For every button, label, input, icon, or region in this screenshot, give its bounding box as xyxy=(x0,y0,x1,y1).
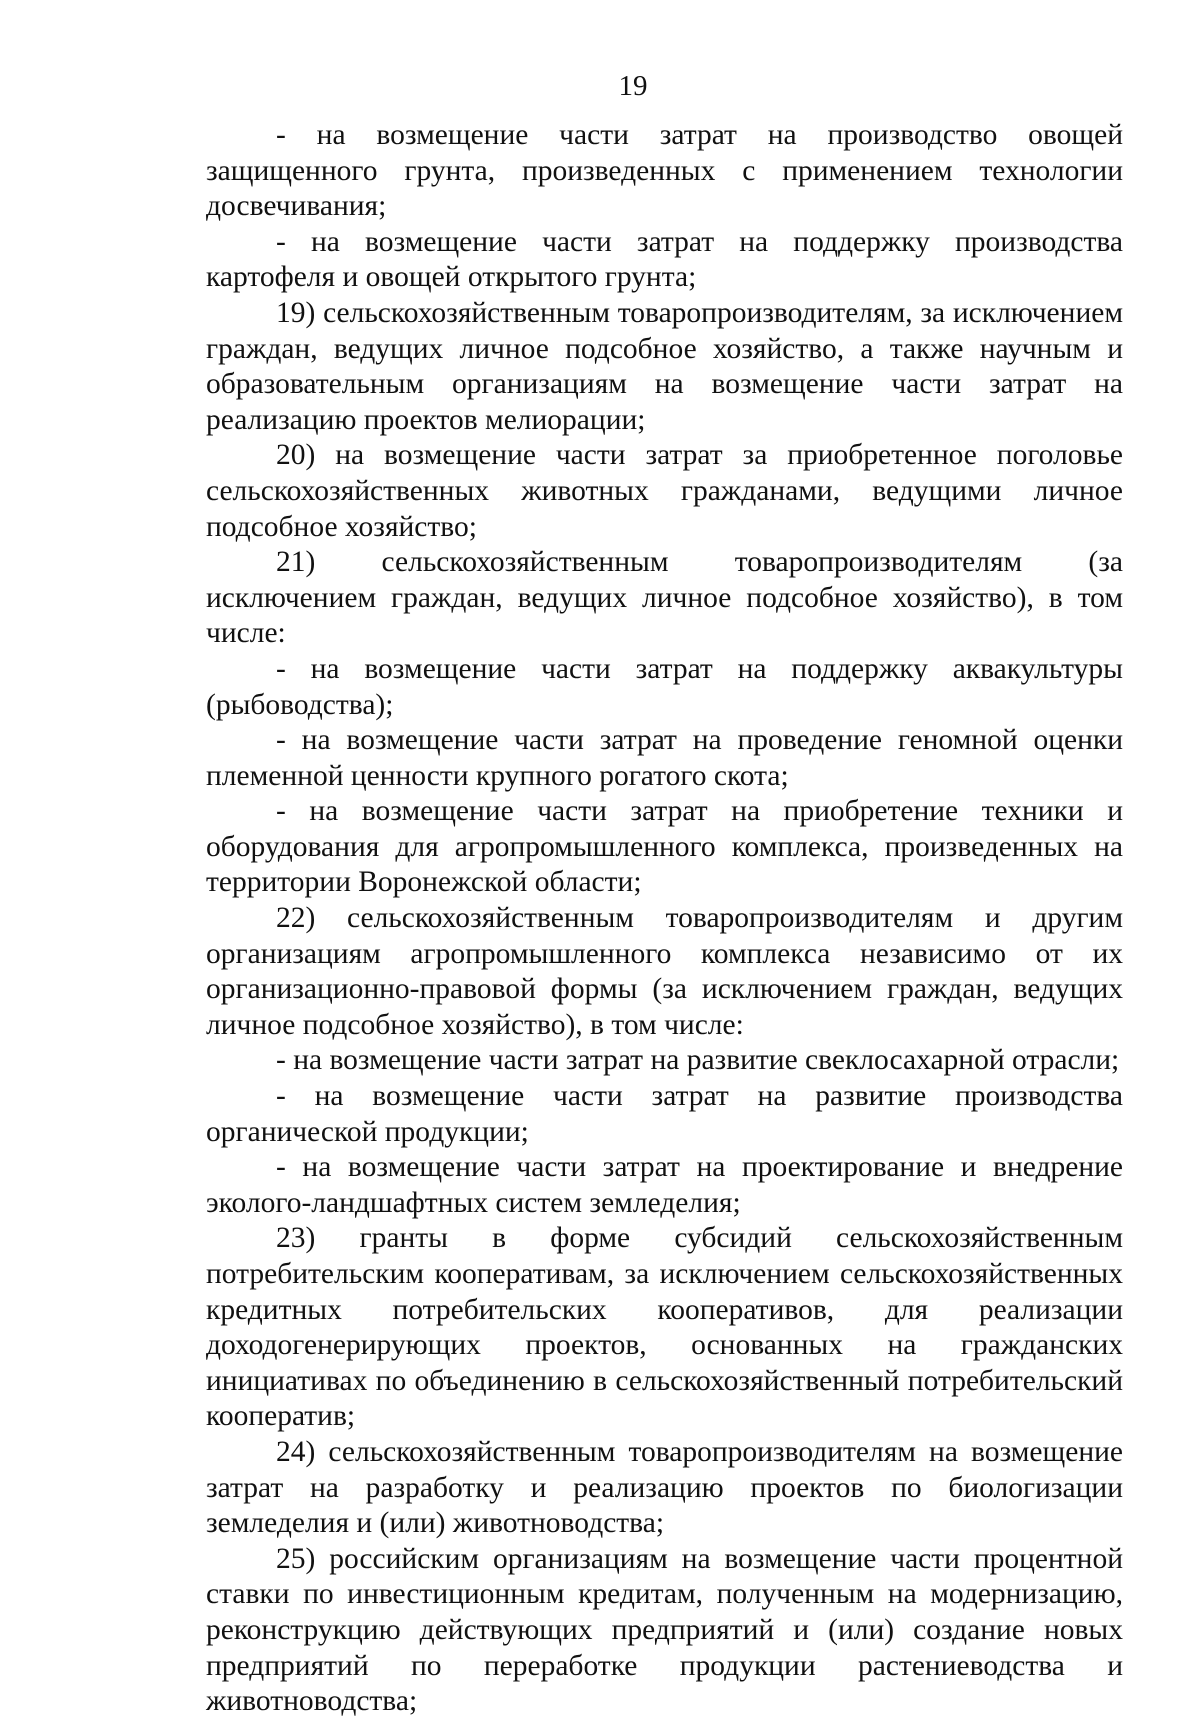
paragraph: 22) сельскохозяйственным товаропроизводителям и другим организациям агропромышленного комплекса независимо от их организационно-правовой формы (за исключением граждан, ведущих личное подсобное хозяйство), в том числе: xyxy=(206,902,1123,1041)
paragraph: 21) сельскохозяйственным товаропроизводителям (за исключением граждан, ведущих личное подсобное хозяйство), в том числе: xyxy=(206,546,1123,650)
paragraph: - на возмещение части затрат на развитие производства органической продукции; xyxy=(206,1080,1123,1148)
paragraph: 25) российским организациям на возмещение части процентной ставки по инвестиционным кредитам, полученным на модернизацию, реконструкцию действующих предприятий и (или) создание новых предприятий по переработке продукции растениеводства и животноводства; xyxy=(206,1542,1123,1718)
paragraph: 23) гранты в форме субсидий сельскохозяйственным потребительским кооперативам, за исключением сельскохозяйственных кредитных потребительских кооперативов, для реализации доходогенерирующих проектов, основанных на гражданских инициативах по объединению в сельскохозяйственный потребительский кооператив; xyxy=(206,1222,1123,1433)
paragraph: - на возмещение части затрат на проектирование и внедрение эколого-ландшафтных систем земледелия; xyxy=(206,1151,1123,1219)
paragraph: 24) сельскохозяйственным товаропроизводителям на возмещение затрат на разработку и реализацию проектов по биологизации земледелия и (или) животноводства; xyxy=(206,1435,1123,1540)
paragraph: - на возмещение части затрат на поддержку аквакультуры (рыбоводства); xyxy=(206,652,1123,721)
paragraph: 19) сельскохозяйственным товаропроизводителям, за исключением граждан, ведущих личное подсобное хозяйство, а также научным и образовательным организациям на возмещение части затрат на реализацию проектов мелиорации; xyxy=(206,296,1123,436)
paragraph: - на возмещение части затрат на проведение геномной оценки племенной ценности крупного рогатого скота; xyxy=(206,724,1123,792)
document-body xyxy=(206,118,1123,1720)
paragraph: 20) на возмещение части затрат за приобретенное поголовье сельскохозяйственных животных гражданами, ведущими личное подсобное хозяйство; xyxy=(206,439,1123,543)
paragraph: - на возмещение части затрат на производство овощей защищенного грунта, произведенных с применением технологии досвечивания; xyxy=(206,119,1123,223)
paragraph: - на возмещение части затрат на развитие свеклосахарной отрасли; xyxy=(276,1044,1120,1077)
paragraph: - на возмещение части затрат на приобретение техники и оборудования для агропромышленного комплекса, произведенных на территории Воронежской области; xyxy=(206,795,1123,899)
page-number: 19 xyxy=(618,70,648,102)
paragraph: - на возмещение части затрат на поддержку производства картофеля и овощей открытого грунта; xyxy=(206,225,1123,294)
